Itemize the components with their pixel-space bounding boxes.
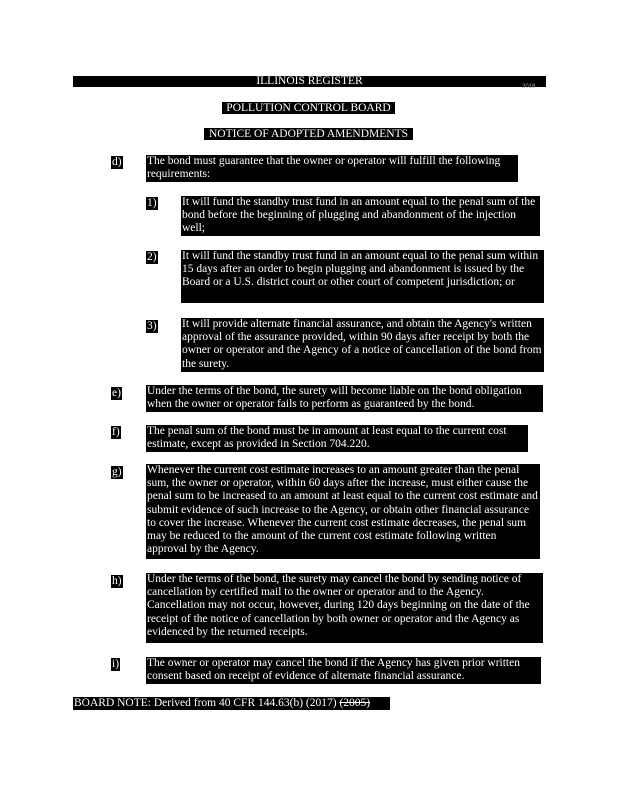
item-paragraph: Under the terms of the bond, the surety may cancel the bond by sending notice of cancellation by certified mail to the owner or operator and to the Agency. Cancellation may not occur, however, during 120 days beginning on the date of the receipt of the notice of cancellation by both owner or operator and the Agency as evidenced by the returned receipts. xyxy=(146,573,543,643)
subitem-paragraph: It will fund the standby trust fund in an amount equal to the penal sum within 15 days after an order to begin plugging and abandonment is issued by the Board or a U.S. district court or other court of competent jurisdiction; or xyxy=(181,250,544,303)
subitem-paragraph: It will fund the standby trust fund in an amount equal to the penal sum of the bond before the beginning of plugging and abandonment of the injection well; xyxy=(181,196,540,236)
board-title: POLLUTION CONTROL BOARD xyxy=(222,102,395,114)
board-note-deleted-year: (2005) xyxy=(339,697,371,709)
subitem-paragraph: It will provide alternate financial assurance, and obtain the Agency's written approval of the assurance provided, within 90 days after receipt by both the owner or operator and the Agency of a notice of cancellation of the bond from the surety. xyxy=(181,318,544,372)
register-title: ILLINOIS REGISTER xyxy=(256,75,363,87)
item-label: g) xyxy=(112,466,122,478)
item-paragraph: Under the terms of the bond, the surety will become liable on the bond obligation when the owner or operator fails to perform as guaranteed by the bond. xyxy=(146,385,543,412)
subitem-label: 3) xyxy=(147,320,157,332)
item-label: f) xyxy=(112,426,120,438)
item-label: h) xyxy=(112,575,122,587)
subitem-label: 2) xyxy=(147,251,157,263)
item-paragraph: The bond must guarantee that the owner or operator will fulfill the following requirements: xyxy=(146,155,518,182)
notice-title: NOTICE OF ADOPTED AMENDMENTS xyxy=(204,128,413,140)
board-note xyxy=(73,697,390,710)
item-label: d) xyxy=(112,156,122,168)
board-note-text: BOARD NOTE: Derived from 40 CFR 144.63(b) (2017) xyxy=(74,697,337,709)
item-label: e) xyxy=(112,387,121,399)
item-paragraph: Whenever the current cost estimate increases to an amount greater than the penal sum, the owner or operator, within 60 days after the increase, must either cause the penal sum to be increased to an amount at least equal to the current cost estimate and submit evidence of such increase to the Agency, or obtain other financial assurance to cover the increase. Whenever the current cost estimate decreases, the penal sum may be reduced to the amount of the current cost estimate following written approval by the Agency. xyxy=(146,464,540,559)
subitem-label: 1) xyxy=(147,197,157,209)
page-number: 2018 xyxy=(522,84,536,90)
register-banner xyxy=(73,76,546,87)
item-paragraph: The owner or operator may cancel the bond if the Agency has given prior written consent based on receipt of evidence of alternate financial assurance. xyxy=(146,657,541,684)
item-label: i) xyxy=(112,658,120,670)
item-paragraph: The penal sum of the bond must be in amount at least equal to the current cost estimate, except as provided in Section 704.220. xyxy=(146,425,528,452)
